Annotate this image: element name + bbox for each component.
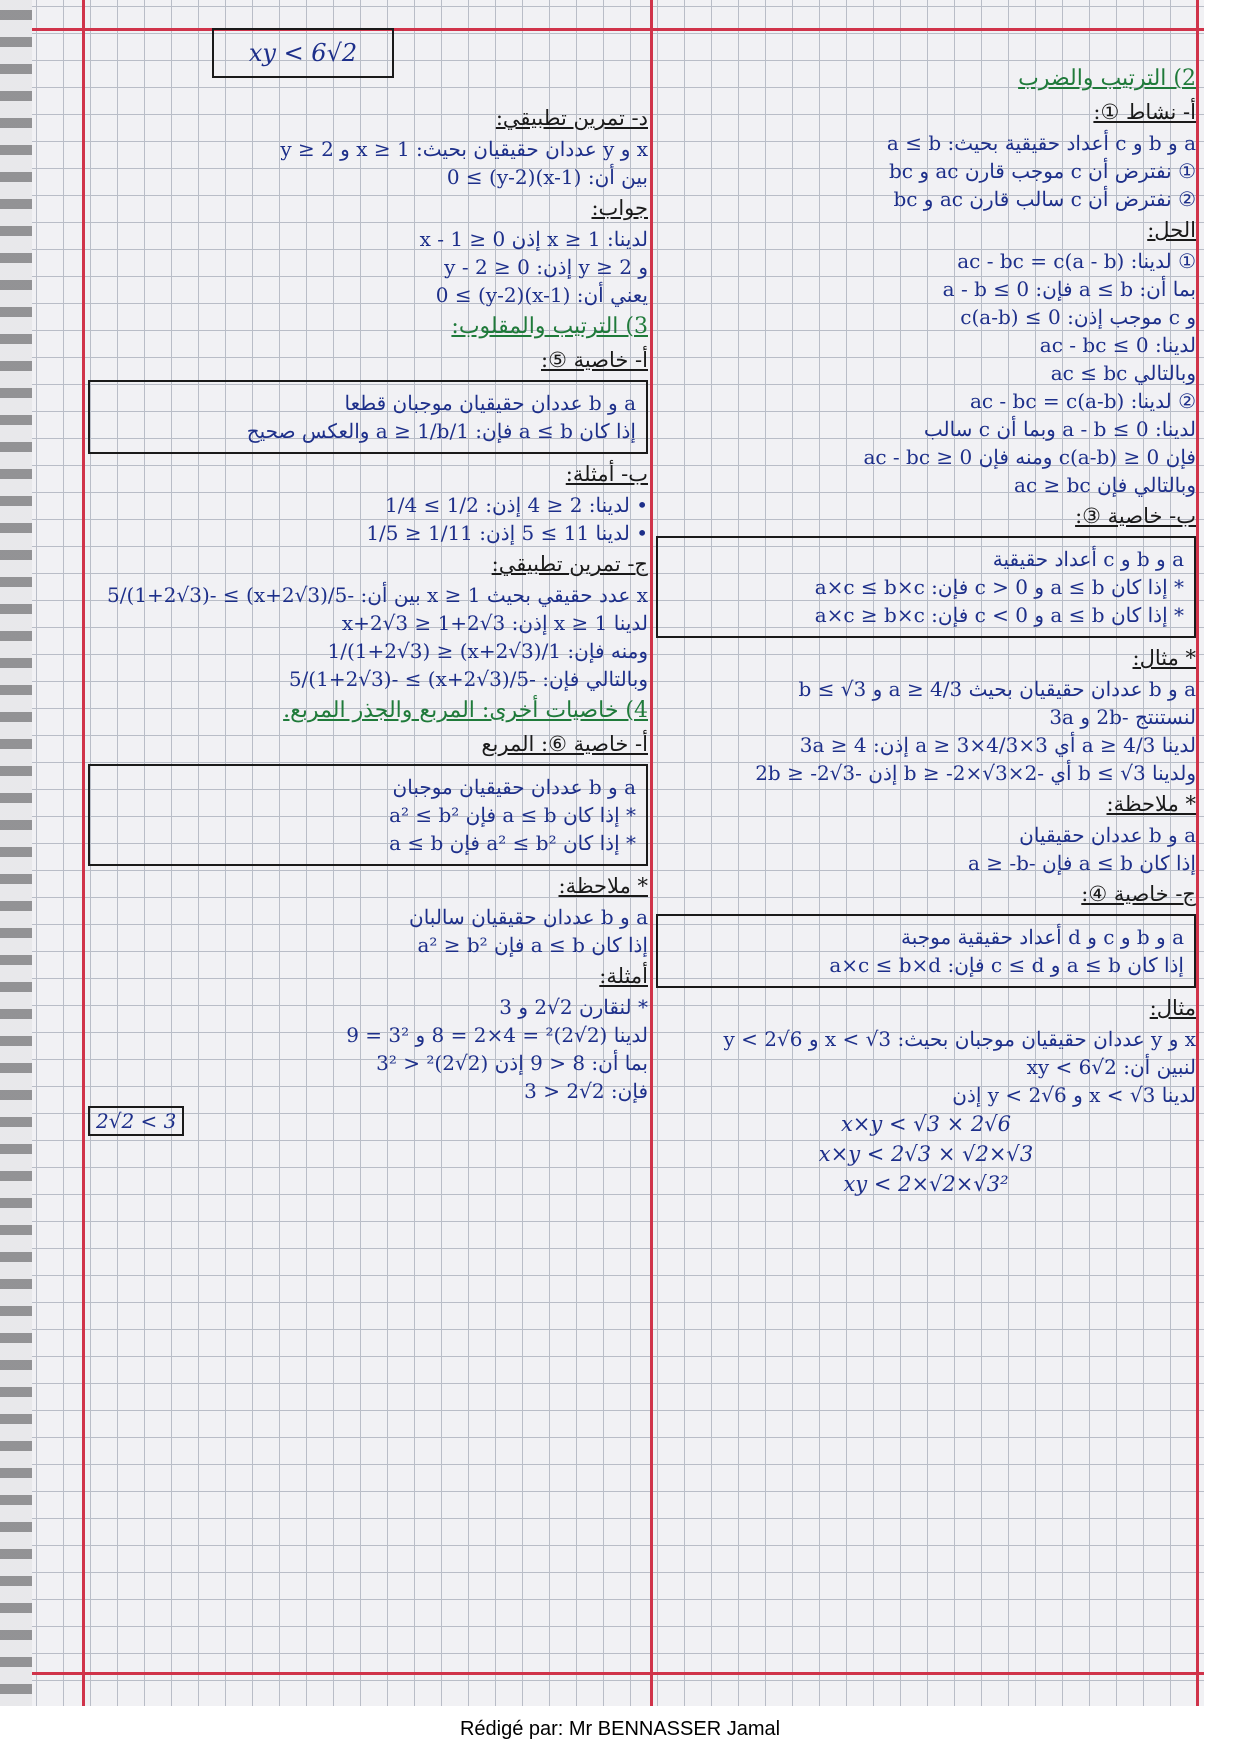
property-3-line: * إذا كان a ≤ b و c < 0 فإن: a×c ≥ b×c	[814, 603, 1184, 627]
example-line: لدينا (2√2)² = 4×2 = 8 و 3² = 9	[346, 1023, 648, 1047]
property-4-line: إذا كان a ≤ b و c ≤ d فإن: a×c ≤ b×d	[829, 953, 1184, 977]
exercise-2-line: لدينا x ≥ 1 إذن: x+2√3 ≥ 1+2√3	[341, 611, 648, 635]
footer-credit: Rédigé par: Mr BENNASSER Jamal	[459, 1718, 781, 1740]
solution-line: بما أن: a ≤ b فإن: a - b ≤ 0	[942, 277, 1196, 301]
exercise-2-heading: ج- تمرين تطبيقي:	[491, 552, 648, 576]
solution-line: فإن c(a-b) ≥ 0 ومنه فإن ac - bc ≥ 0	[863, 445, 1196, 469]
solution-line: وبالتالي فإن ac ≥ bc	[1014, 473, 1196, 497]
remark-line: a و b عددان حقيقيان	[1019, 823, 1196, 847]
example-heading: * مثال:	[1132, 646, 1196, 670]
answer-line: لدينا: x ≥ 1 إذن x - 1 ≥ 0	[419, 227, 648, 251]
property-4-box	[656, 914, 1196, 988]
activity-line: ① نفترض أن c موجب قارن ac و bc	[888, 159, 1196, 183]
solution-line: ① لدينا: ac - bc = c(a - b)	[957, 249, 1196, 273]
property-5-heading: أ- خاصية ⑤:	[541, 348, 648, 372]
solution-line: لدينا: ac - bc ≤ 0	[1039, 333, 1196, 357]
margin-line-left	[82, 0, 85, 1706]
remark-line: إذا كان a ≤ b فإن a² ≥ b²	[417, 933, 648, 957]
example-line: ولدينا b ≤ √3 أي -2×b ≥ -2×√3 إذن -2b ≥ -2√3	[755, 761, 1196, 785]
right-column	[656, 60, 1196, 1200]
activity-line: ② نفترض أن c سالب قارن ac و bc	[893, 187, 1196, 211]
answer-line: و y ≥ 2 إذن: y - 2 ≥ 0	[444, 255, 648, 279]
solution-line: وبالتالي ac ≤ bc	[1050, 361, 1196, 385]
spiral-binding	[0, 0, 32, 1706]
example-line: * لنقارن 2√2 و 3	[499, 995, 648, 1019]
example-2-line: لنبين أن: xy < 6√2	[1026, 1055, 1196, 1079]
property-3-line: a و b و c أعداد حقيقية	[992, 547, 1184, 571]
example-heading: أمثلة:	[599, 964, 648, 988]
property-3-line: * إذا كان a ≤ b و c > 0 فإن: a×c ≤ b×c	[814, 575, 1184, 599]
property-6-line: * إذا كان a ≤ b فإن a² ≤ b²	[389, 803, 636, 827]
property-6-heading: أ- خاصية ⑥: المربع	[481, 732, 648, 756]
exercise-2-line: ومنه فإن: 1/(x+2√3) ≤ 1/(1+2√3)	[327, 639, 648, 663]
example-line: فإن: 2√2 < 3	[524, 1079, 648, 1103]
exercise-statement: x و y عددان حقيقيان بحيث: x ≥ 1 و y ≥ 2	[280, 137, 648, 161]
property-3-heading: ب- خاصية ③:	[1075, 504, 1196, 528]
top-formula-box: xy < 6√2	[212, 28, 394, 78]
column-divider	[650, 0, 653, 1706]
remark-heading: * ملاحظة:	[558, 874, 648, 898]
example-line: • لدينا: 2 ≤ 4 إذن: 1/2 ≥ 1/4	[385, 493, 648, 517]
example-2-math: xy < 2×√2×√3²	[843, 1172, 1009, 1196]
solution-line: ② لدينا: ac - bc = c(a-b)	[969, 389, 1196, 413]
margin-line-right	[1196, 0, 1199, 1706]
remark-line: a و b عددان حقيقيان سالبان	[409, 905, 648, 929]
property-6-line: * إذا كان a² ≤ b² فإن a ≤ b	[389, 831, 636, 855]
solution-heading: الحل:	[1147, 218, 1196, 242]
example-2-math: x×y < √3 × 2√6	[840, 1112, 1012, 1136]
margin-line-bottom	[32, 1672, 1204, 1675]
example-2-heading: مثال:	[1149, 996, 1196, 1020]
exercise-prove: بين أن: (x-1)(y-2) ≥ 0	[446, 165, 648, 189]
property-5-line: إذا كان a ≤ b فإن: 1/a ≥ 1/b والعكس صحيح	[246, 419, 636, 443]
example-line: لدينا a ≥ 4/3 أي 3×a ≥ 3×4/3 إذن: 3a ≥ 4	[799, 733, 1196, 757]
property-5-line: a و b عددان حقيقيان موجبان قطعا	[344, 391, 636, 415]
property-6-line: a و b عددان حقيقيان موجبان	[392, 775, 636, 799]
exercise-heading: د- تمرين تطبيقي:	[495, 106, 648, 130]
answer-line: يعني أن: (x-1)(y-2) ≥ 0	[435, 283, 648, 307]
example-line: a و b عددان حقيقيان بحيث a ≥ 4/3 و b ≤ √3	[798, 677, 1196, 701]
answer-heading: جواب:	[591, 196, 648, 220]
left-column	[88, 100, 648, 1138]
exercise-2-line: وبالتالي فإن: -5/(x+2√3) ≥ -5/(1+2√3)	[288, 667, 648, 691]
activity-line: a و b و c أعداد حقيقية بحيث: a ≤ b	[886, 131, 1196, 155]
margin-line-top	[32, 28, 1204, 31]
remark-line: إذا كان a ≤ b فإن -a ≥ -b	[967, 851, 1196, 875]
section-3-heading: 3) الترتيب والمقلوب:	[451, 314, 648, 339]
exercise-2-line: x عدد حقيقي بحيث x ≥ 1 بين أن: -5/(x+2√3) ≥ -5/(1+2√3)	[107, 583, 648, 607]
section-2-heading: 2) الترتيب والضرب	[1018, 66, 1196, 91]
example-2-line: x و y عددان حقيقيان موجبان بحيث: x < √3 و y < 2√6	[723, 1027, 1196, 1051]
example-2-math: x×y < 2√3 × √2×√3	[818, 1142, 1034, 1166]
example-result: 2√2 < 3	[88, 1106, 184, 1136]
examples-heading: ب- أمثلة:	[565, 462, 648, 486]
solution-line: لدينا: a - b ≤ 0 وبما أن c سالب	[923, 417, 1196, 441]
section-4-heading: 4) خاصيات أخرى: المربع والجذر المربع.	[283, 698, 648, 723]
activity-heading: أ- نشاط ①:	[1093, 100, 1196, 124]
solution-line: و c موجب إذن: c(a-b) ≤ 0	[960, 305, 1196, 329]
example-line: بما أن: 8 < 9 إذن (2√2)² < 3²	[376, 1051, 648, 1075]
property-5-box	[88, 380, 648, 454]
property-4-line: a و b و c و d أعداد حقيقية موجبة	[901, 925, 1184, 949]
remark-heading: * ملاحظة:	[1106, 792, 1196, 816]
property-4-heading: ج- خاصية ④:	[1081, 882, 1196, 906]
example-2-line: لدينا x < √3 و y < 2√6 إذن	[952, 1083, 1196, 1107]
property-6-box	[88, 764, 648, 866]
example-line: • لدينا 11 ≥ 5 إذن: 1/11 ≤ 1/5	[366, 521, 648, 545]
example-line: لنستنتج -2b و 3a	[1049, 705, 1196, 729]
property-3-box	[656, 536, 1196, 638]
